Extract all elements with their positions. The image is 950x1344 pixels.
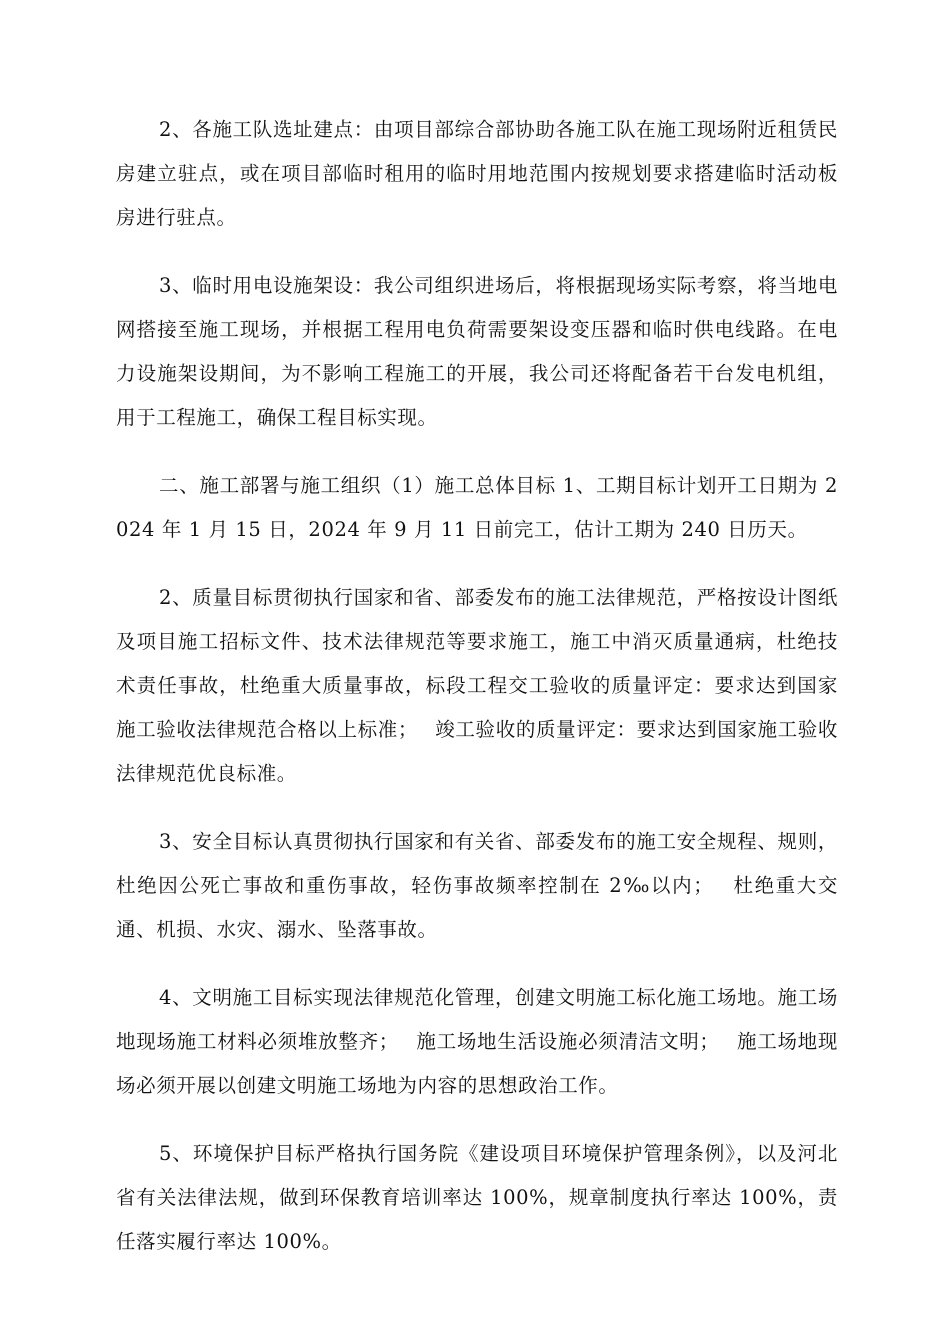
paragraph-team-site-selection: 2、各施工队选址建点：由项目部综合部协助各施工队在施工现场附近租赁民房建立驻点，或在项目部临时租用的临时用地范围内按规划要求搭建临时活动板房进行驻点。 [116, 118, 838, 229]
paragraph-civilized-construction-target: 4、文明施工目标实现法律规范化管理，创建文明施工标化施工场地。施工场地现场施工材料必须堆放整齐； 施工场地生活设施必须清洁文明； 施工场地现场必须开展以创建文明施工场地为内容的思想政治工作。 [116, 986, 838, 1097]
paragraph-quality-target: 2、质量目标贯彻执行国家和省、部委发布的施工法律规范，严格按设计图纸及项目施工招标文件、技术法律规范等要求施工，施工中消灭质量通病，杜绝技术责任事故，杜绝重大质量事故，标段工程交工验收的质量评定：要求达到国家施工验收法律规范合格以上标准； 竣工验收的质量评定：要求达到国家施工验收法律规范优良标准。 [116, 586, 838, 785]
document-page [116, 108, 838, 1288]
paragraph-schedule-target: 二、施工部署与施工组织（1）施工总体目标 1、工期目标计划开工日期为 2024 年 1 月 15 日，2024 年 9 月 11 日前完工，估计工期为 240 日历天。 [116, 474, 838, 541]
paragraph-temporary-power: 3、临时用电设施架设：我公司组织进场后，将根据现场实际考察，将当地电网搭接至施工现场，并根据工程用电负荷需要架设变压器和临时供电线路。在电力设施架设期间，为不影响工程施工的开展，我公司还将配备若干台发电机组，用于工程施工，确保工程目标实现。 [116, 274, 838, 429]
paragraph-environmental-target: 5、环境保护目标严格执行国务院《建设项目环境保护管理条例》，以及河北省有关法律法规，做到环保教育培训率达 100%，规章制度执行率达 100%，责任落实履行率达 100%。 [116, 1142, 838, 1253]
paragraph-safety-target: 3、安全目标认真贯彻执行国家和有关省、部委发布的施工安全规程、规则，杜绝因公死亡事故和重伤事故，轻伤事故频率控制在 2‰以内； 杜绝重大交通、机损、水灾、溺水、坠落事故。 [116, 830, 838, 941]
